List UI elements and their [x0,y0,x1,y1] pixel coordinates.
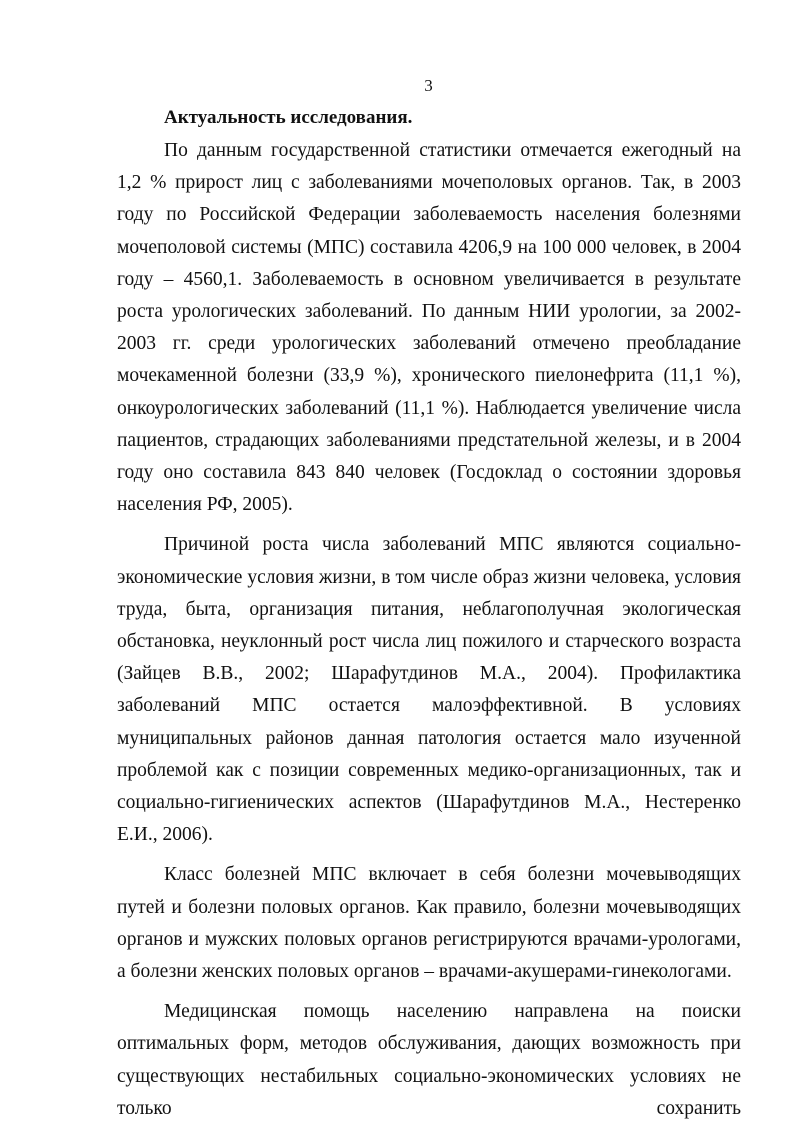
paragraph-statistics: По данным государственной статистики отмечается ежегодный на 1,2 % прирост лиц с заболеваниями мочеполовых органов. Так, в 2003 году по Российской Федерации заболеваемость населения болезнями мочеполовой системы (МПС) составила 4206,9 на 100 000 человек, в 2004 году – 4560,1. Заболеваемость в основном увеличивается в результате роста урологических заболеваний. По данным НИИ урологии, за 2002-2003 гг. среди урологических заболеваний отмечено преобладание мочекаменной болезни (33,9 %), хронического пиелонефрита (11,1 %), онкоурологических заболеваний (11,1 %). Наблюдается увеличение числа пациентов, страдающих заболеваниями предстательной железы, и в 2004 году оно составила 843 840 человек (Госдоклад о состоянии здоровья населения РФ, 2005). [117,140,741,516]
paragraph-causes: Причиной роста числа заболеваний МПС являются социально-экономические условия жизни, в том числе образ жизни человека, условия труда, быта, организация питания, неблагополучная экологическая обстановка, неуклонный рост числа лиц пожилого и старческого возраста (Зайцев В.В., 2002; Шарафутдинов М.А., 2004). Профилактика заболеваний МПС остается малоэффективной. В условиях муниципальных районов данная патология остается мало изученной проблемой как с позиции современных медико-организационных, так и социально-гигиенических аспектов (Шарафутдинов М.А., Нестеренко Е.И., 2006). [117,534,741,846]
page-number: 3 [424,76,433,95]
paragraph-disease-class: Класс болезней МПС включает в себя болезни мочевыводящих путей и болезни половых органов. Как правило, болезни мочевыводящих органов и мужских половых органов регистрируются врачами-урологами, а болезни женских половых органов – врачами-акушерами-гинекологами. [117,864,741,983]
document-body [117,103,741,1125]
section-heading: Актуальность исследования. [164,107,413,128]
paragraph-medical-care: Медицинская помощь населению направлена на поиски оптимальных форм, методов обслуживания, дающих возможность при существующих нестабильных социально-экономических условиях не только сохранить [117,1001,741,1119]
